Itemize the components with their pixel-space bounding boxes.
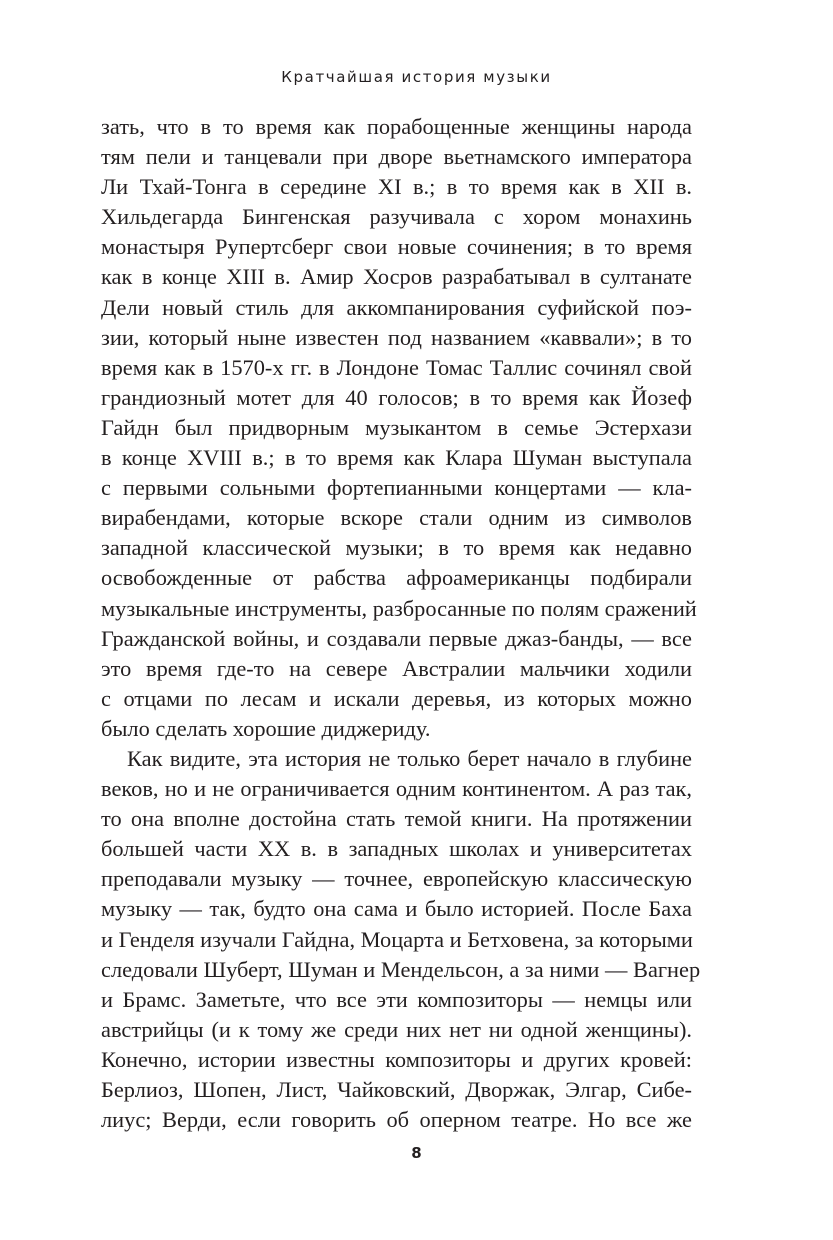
text-line: Ли Тхай-Тонга в середине XI в.; в то время как в XII в. xyxy=(101,174,692,200)
text-line: в конце XVIII в.; в то время как Клара Шуман выступала xyxy=(101,445,692,471)
text-line: то она вполне достойна стать темой книги. На протяжении xyxy=(101,806,692,832)
text-line: западной классической музыки; в то время как недавно xyxy=(101,535,692,561)
text-line: и Генделя изучали Гайдна, Моцарта и Бетховена, за которыми xyxy=(101,926,693,952)
text-line: монастыря Рупертсберг свои новые сочинения; в то время xyxy=(101,234,692,260)
text-line: Хильдегарда Бингенская разучивала с хором монахинь xyxy=(101,204,692,230)
text-line: грандиозный мотет для 40 голосов; в то время как Йозеф xyxy=(101,384,692,410)
text-line: с отцами по лесам и искали деревья, из которых можно xyxy=(101,685,692,711)
text-line: Берлиоз, Шопен, Лист, Чайковский, Дворжак, Элгар, Сибе- xyxy=(101,1077,692,1102)
text-line: преподавали музыку — точнее, европейскую классическую xyxy=(101,866,692,892)
text-line: австрийцы (и к тому же среди них нет ни одной женщины). xyxy=(101,1016,692,1042)
text-line: музыку — так, будто она сама и было историей. После Баха xyxy=(101,896,692,922)
text-line: вирабендами, которые вскоре стали одним из символов xyxy=(101,505,692,531)
text-line: освобожденные от рабства афроамериканцы подбирали xyxy=(101,565,692,591)
text-line: Гражданской войны, и создавали первые джаз-банды, — все xyxy=(101,625,692,651)
text-line: Дели новый стиль для аккомпанирования суфийской поэ- xyxy=(101,294,692,320)
running-title: Кратчайшая история музыки xyxy=(281,68,552,86)
text-line: и Брамс. Заметьте, что все эти композиторы — немцы или xyxy=(101,986,692,1012)
body-text xyxy=(101,112,701,1135)
text-line: большей части XX в. в западных школах и университетах xyxy=(101,836,692,862)
text-line: это время где-то на севере Австралии мальчики ходили xyxy=(101,655,692,681)
text-line: как в конце XIII в. Амир Хосров разрабатывал в султанате xyxy=(101,264,692,290)
text-line: следовали Шуберт, Шуман и Мендельсон, а за ними — Вагнер xyxy=(101,956,701,982)
text-line: зии, который ныне известен под названием «каввали»; в то xyxy=(101,324,692,350)
text-line: веков, но и не ограничивается одним континентом. А раз так, xyxy=(101,776,692,802)
paragraph-1 xyxy=(101,112,697,744)
page-number: 8 xyxy=(411,1144,422,1162)
text-line: Как видите, эта история не только берет начало в глубине xyxy=(127,745,692,771)
text-line: Гайдн был придворным музыкантом в семье Эстерхази xyxy=(101,414,692,440)
text-line: лиус; Верди, если говорить об оперном театре. Но все же xyxy=(101,1107,692,1133)
text-line: Конечно, истории известны композиторы и других кровей: xyxy=(101,1046,692,1072)
text-line: тям пели и танцевали при дворе вьетнамского императора xyxy=(101,144,692,170)
text-line: зать, что в то время как порабощенные женщины народа xyxy=(101,114,692,139)
text-line: время как в 1570-х гг. в Лондоне Томас Таллис сочинял свой xyxy=(101,354,692,380)
text-line: было сделать хорошие диджериду. xyxy=(101,715,431,741)
text-line: с первыми сольными фортепианными концертами — кла- xyxy=(101,475,692,501)
paragraph-2 xyxy=(101,744,701,1135)
text-line: музыкальные инструменты, разбросанные по полям сражений xyxy=(101,595,697,621)
